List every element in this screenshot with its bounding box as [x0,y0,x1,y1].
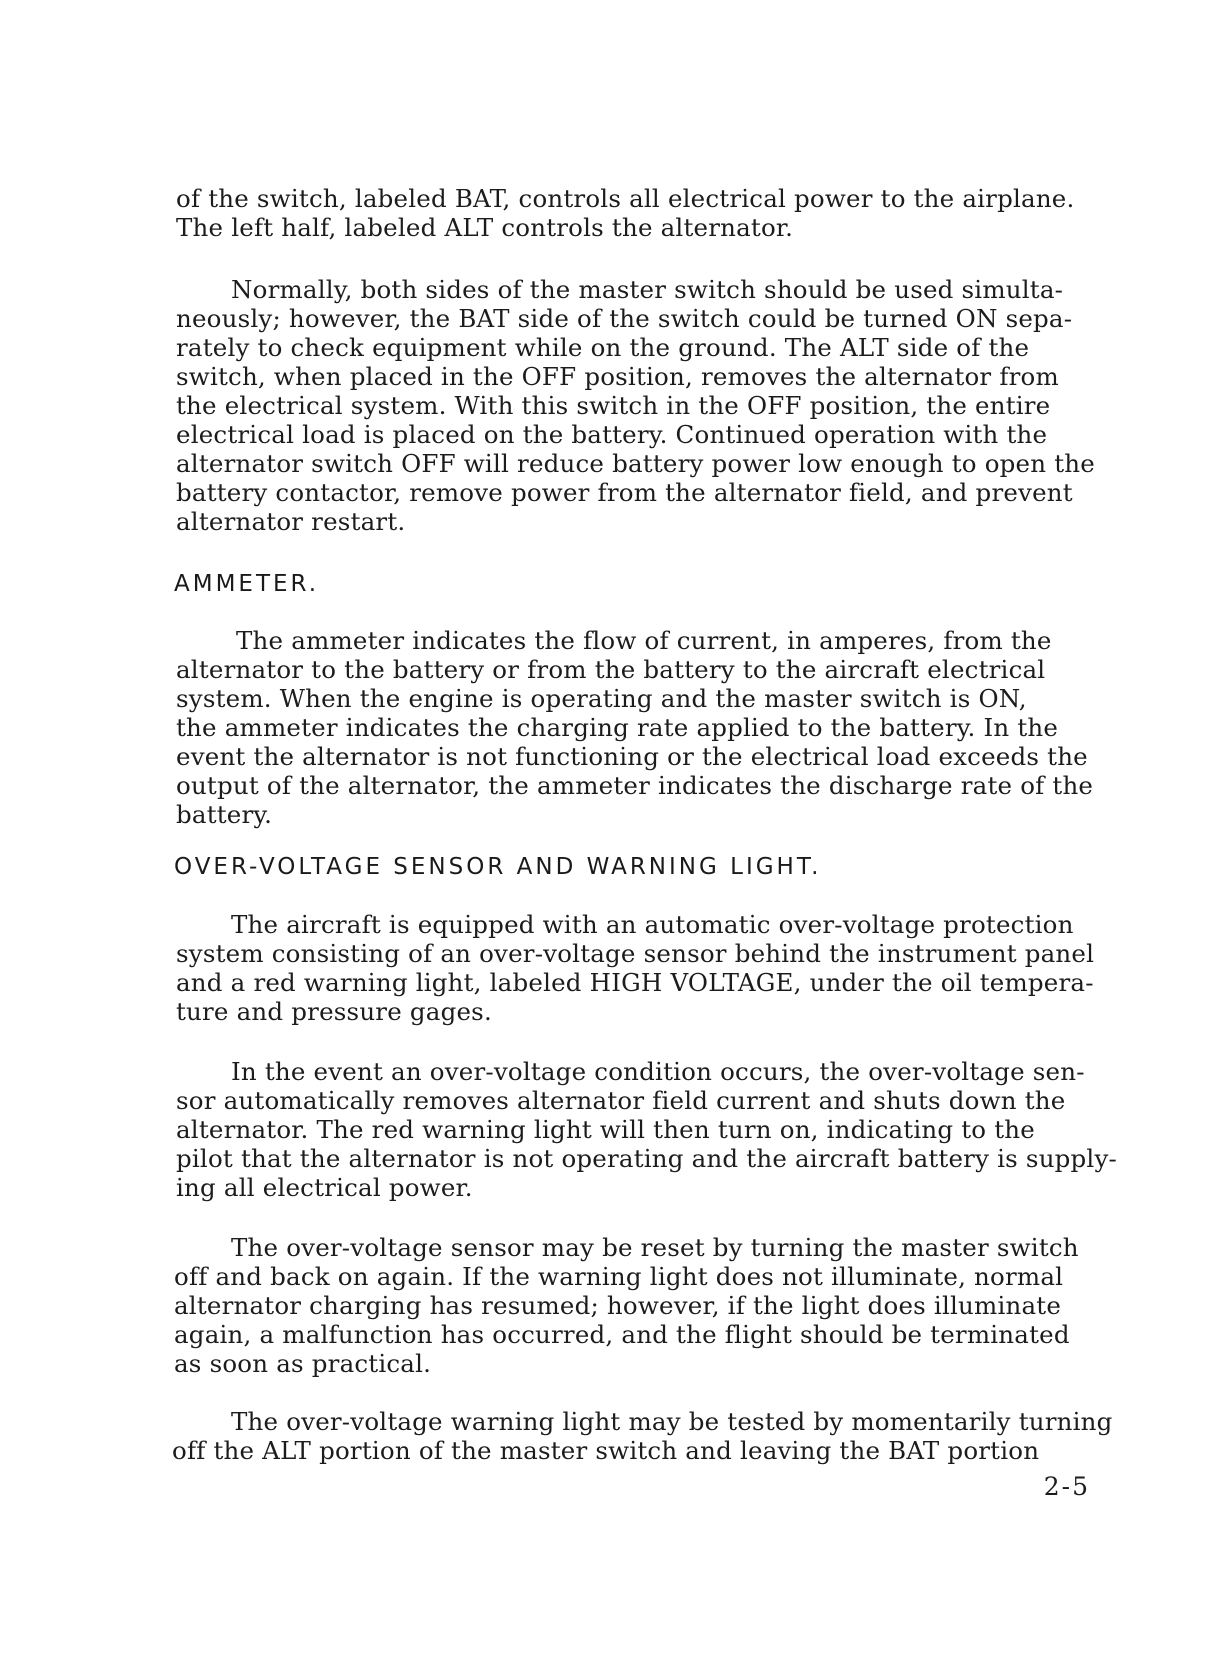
text-line: alternator restart. [176,507,406,536]
text-line: alternator switch OFF will reduce battery power low enough to open the [176,449,1095,478]
text-line: battery contactor, remove power from the alternator field, and prevent [176,478,1073,507]
text-line: ture and pressure gages. [176,997,492,1026]
text-line: The ammeter indicates the flow of current, in amperes, from the [236,626,1052,655]
text-line: the electrical system. With this switch in the OFF position, the entire [176,391,1051,420]
text-line: event the alternator is not functioning or the electrical load exceeds the [176,742,1088,771]
text-line: system consisting of an over-voltage sensor behind the instrument panel [176,939,1095,968]
section-heading-ammeter: AMMETER. [174,571,320,597]
text-line: Normally, both sides of the master switch should be used simulta- [231,275,1064,304]
text-line: again, a malfunction has occurred, and the flight should be terminated [174,1320,1070,1349]
text-line: battery. [176,800,273,829]
text-line: alternator charging has resumed; however, if the light does illuminate [174,1291,1062,1320]
text-line: ing all electrical power. [176,1173,473,1202]
text-line: off and back on again. If the warning light does not illuminate, normal [174,1262,1064,1291]
text-line: The over-voltage warning light may be tested by momentarily turning [231,1407,1113,1436]
text-line: and a red warning light, labeled HIGH VOLTAGE, under the oil tempera- [176,968,1094,997]
text-line: rately to check equipment while on the ground. The ALT side of the [176,333,1030,362]
text-line: of the switch, labeled BAT, controls all electrical power to the airplane. [176,184,1075,213]
text-line: The left half, labeled ALT controls the alternator. [176,213,794,242]
text-line: alternator to the battery or from the battery to the aircraft electrical [176,655,1046,684]
text-line: The over-voltage sensor may be reset by turning the master switch [231,1233,1079,1262]
text-line: switch, when placed in the OFF position, removes the alternator from [176,362,1059,391]
section-heading-over-voltage: OVER-VOLTAGE SENSOR AND WARNING LIGHT. [174,854,822,880]
text-line: off the ALT portion of the master switch and leaving the BAT portion [172,1436,1040,1465]
text-line: The aircraft is equipped with an automatic over-voltage protection [231,910,1074,939]
text-line: pilot that the alternator is not operating and the aircraft battery is supply- [176,1144,1117,1173]
text-line: In the event an over-voltage condition occurs, the over-voltage sen- [231,1057,1085,1086]
text-line: sor automatically removes alternator field current and shuts down the [176,1086,1066,1115]
text-line: neously; however, the BAT side of the switch could be turned ON sepa- [176,304,1073,333]
text-line: as soon as practical. [174,1349,432,1378]
text-line: system. When the engine is operating and the master switch is ON, [176,684,1027,713]
page-number: 2-5 [1043,1472,1090,1501]
text-line: the ammeter indicates the charging rate applied to the battery. In the [176,713,1059,742]
text-line: electrical load is placed on the battery. Continued operation with the [176,420,1048,449]
text-line: alternator. The red warning light will then turn on, indicating to the [176,1115,1035,1144]
text-line: output of the alternator, the ammeter indicates the discharge rate of the [176,771,1094,800]
